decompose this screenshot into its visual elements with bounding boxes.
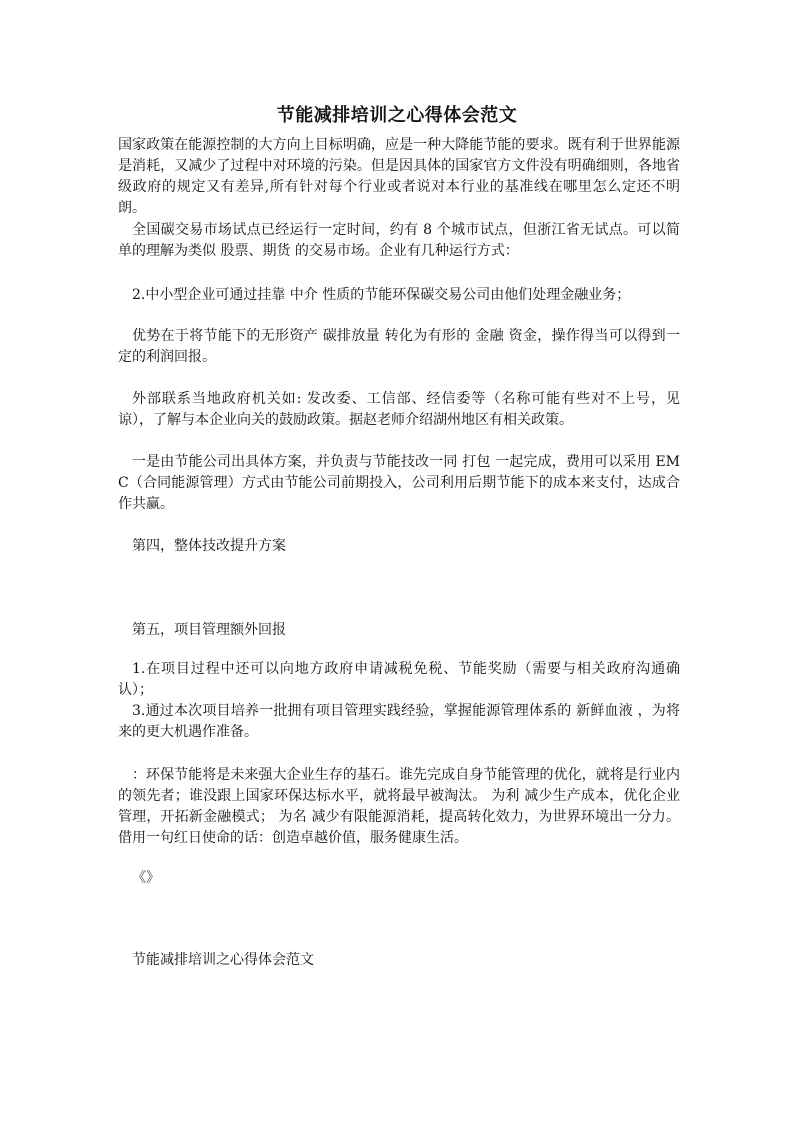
paragraph-emc: 一是由节能公司出具体方案，并负责与节能技改一同 打包 一起完成，费用可以采用 EMC（合同能源管理）方式由节能公司前期投入，公司利用后期节能下的成本来支付，达成合作共赢。 xyxy=(118,454,680,512)
paragraph-government: 外部联系当地政府机关如: 发改委、工信部、经信委等（名称可能有些对不上号，见谅），了解与本企业向关的鼓励政策。据赵老师介绍湖州地区有相关政策。 xyxy=(118,391,680,428)
paragraph-policy: 国家政策在能源控制的大方向上目标明确，应是一种大降能节能的要求。既有利于世界能源是消耗，又减少了过程中对环境的污染。但是因具体的国家官方文件没有明确细则，各地省级政府的规定又有差异,所有针对每个行业或者说对本行业的基准线在哪里怎么定还不明朗。 xyxy=(118,137,680,216)
paragraph-carbon-market: 全国碳交易市场试点已经运行一定时间，约有 8 个城市试点，但浙江省无试点。可以简单的理解为类似 股票、期货 的交易市场。企业有几种运行方式： xyxy=(118,222,680,259)
document-title: 节能减排培训之心得体会范文 xyxy=(276,105,518,126)
paragraph-tax: 1.在项目过程中还可以向地方政府申请减税免税、节能奖励（需要与相关政府沟通确认）； xyxy=(118,661,680,698)
paragraph-agency: 2.中小型企业可通过挂靠 中介 性质的节能环保碳交易公司由他们处理金融业务； xyxy=(132,287,631,303)
paragraph-conclusion: ：环保节能将是未来强大企业生存的基石。谁先完成自身节能管理的优化，就将是行业内的领先者；谁没跟上国家环保达标水平，就将最早被淘汰。 为利 减少生产成本，优化企业管理，开拓新金融模式； 为名 减少有限能源消耗，提高转化效力，为世界环境出一分力。借用一句红日使命的话：创造卓越价值，服务健康生活。 xyxy=(118,767,680,846)
heading-fourth: 第四，整体技改提升方案 xyxy=(132,538,286,554)
paragraph-training: 3.通过本次项目培养一批拥有项目管理实践经验，掌握能源管理体系的 新鲜血液 ，为将来的更大机遇作准备。 xyxy=(118,703,680,740)
paragraph-brackets: 《》 xyxy=(132,870,160,886)
footer-title: 节能减排培训之心得体会范文 xyxy=(132,952,314,968)
heading-fifth: 第五，项目管理额外回报 xyxy=(132,622,286,638)
paragraph-advantage: 优势在于将节能下的无形资产 碳排放量 转化为有形的 金融 资金，操作得当可以得到一定的利润回报。 xyxy=(118,328,680,365)
